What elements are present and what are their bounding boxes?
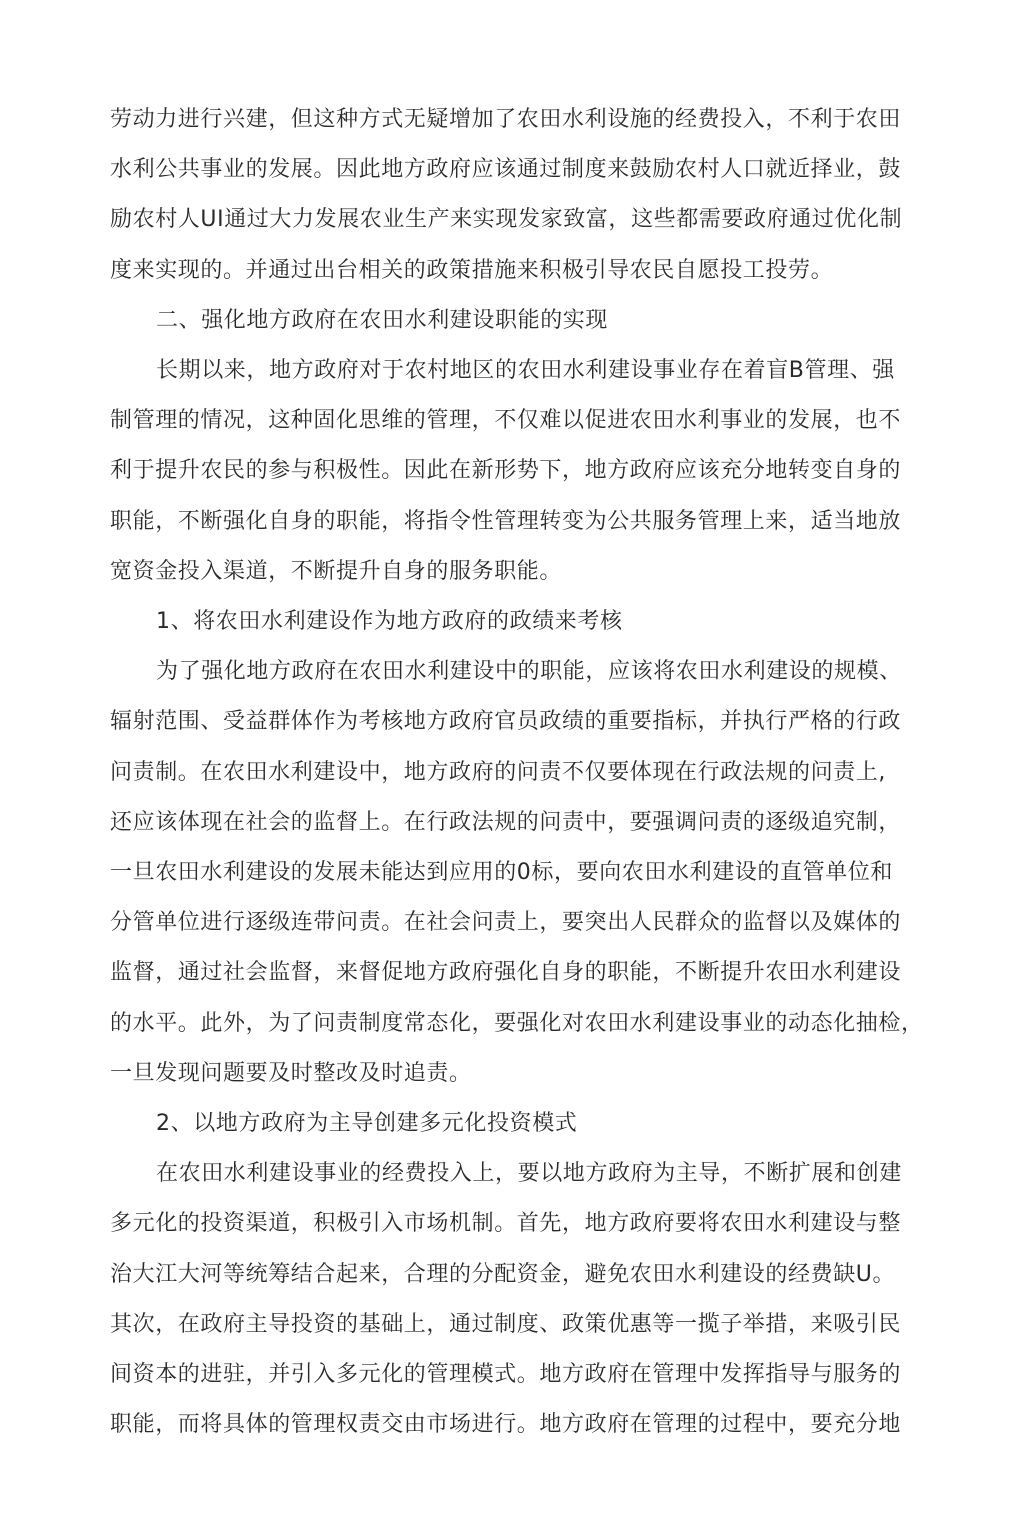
- text-line: 一旦农田水利建设的发展未能达到应用的0标，要向农田水利建设的直管单位和: [110, 860, 893, 885]
- text-line: 度来实现的。并通过出台相关的政策措施来积极引导农民自愿投工投劳。: [110, 257, 834, 283]
- text-line: 还应该体现在社会的监督上。在行政法规的问责中，要强调问责的逐级追究制，: [110, 809, 902, 835]
- text-line: 水利公共事业的发展。因此地方政府应该通过制度来鼓励农村人口就近择业，鼓: [110, 157, 902, 183]
- section-heading: 二、强化地方政府在农田水利建设职能的实现: [156, 307, 609, 333]
- text-line: 分管单位进行逐级连带问责。在社会问责上，要突出人民群众的监督以及媒体的: [110, 910, 902, 936]
- text-line: 利于提升农民的参与积极性。因此在新形势下，地方政府应该充分地转变自身的: [110, 458, 902, 484]
- subsection-heading: 2、以地方政府为主导创建多元化投资模式: [156, 1111, 578, 1136]
- text-line: 问责制。在农田水利建设中，地方政府的问责不仅要体现在行政法规的问责上,: [110, 759, 886, 785]
- text-line: 监督，通过社会监督，来督促地方政府强化自身的职能，不断提升农田水利建设: [110, 960, 902, 986]
- text-line: 为了强化地方政府在农田水利建设中的职能，应该将农田水利建设的规模、: [156, 659, 902, 685]
- text-line: 制管理的情况，这种固化思维的管理，不仅难以促进农田水利事业的发展，也不: [110, 408, 902, 434]
- text-line: 职能，而将具体的管理权责交由市场进行。地方政府在管理的过程中，要充分地: [110, 1412, 902, 1438]
- text-line: 宽资金投入渠道，不断提升自身的服务职能。: [110, 558, 563, 584]
- text-line: 一旦发现问题要及时整改及时追责。: [110, 1060, 472, 1086]
- text-line: 劳动力进行兴建，但这种方式无疑增加了农田水利设施的经费投入，不利于农田: [110, 107, 902, 132]
- text-line: 在农田水利建设事业的经费投入上，要以地方政府为主导，不断扩展和创建: [156, 1161, 902, 1187]
- text-line: 间资本的进驻，并引入多元化的管理模式。地方政府在管理中发挥指导与服务的: [110, 1362, 902, 1387]
- subsection-heading: 1、将农田水利建设作为地方政府的政绩来考核: [156, 609, 623, 634]
- text-line: 的水平。此外，为了问责制度常态化，要强化对农田水利建设事业的动态化抽检，: [110, 1010, 924, 1036]
- text-line: 励农村人UI通过大力发展农业生产来实现发家致富，这些都需要政府通过优化制: [110, 207, 903, 233]
- text-line: 辐射范围、受益群体作为考核地方政府官员政绩的重要指标，并执行严格的行政: [110, 709, 902, 735]
- text-line: 治大江大河等统筹结合起来，合理的分配资金，避免农田水利建设的经费缺U。: [110, 1261, 896, 1287]
- text-line: 长期以来，地方政府对于农村地区的农田水利建设事业存在着盲B管理、强: [156, 358, 895, 383]
- text-line: 多元化的投资渠道，积极引入市场机制。首先，地方政府要将农田水利建设与整: [110, 1211, 902, 1237]
- text-line: 其次，在政府主导投资的基础上，通过制度、政策优惠等一揽子举措，来吸引民: [110, 1311, 902, 1337]
- text-line: 职能，不断强化自身的职能，将指令性管理转变为公共服务管理上来，适当地放: [110, 508, 902, 534]
